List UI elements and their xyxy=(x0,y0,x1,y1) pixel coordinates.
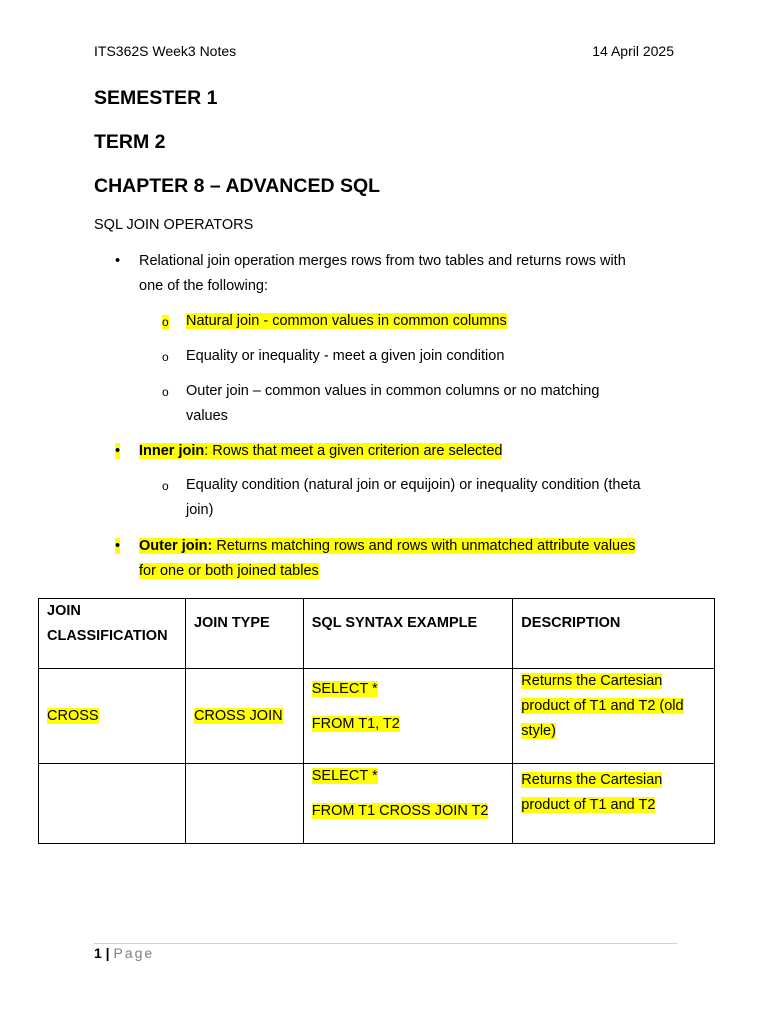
page-word: Page xyxy=(113,945,155,961)
bullet-inner-join xyxy=(139,439,502,464)
bullet-outer-join xyxy=(139,534,635,584)
bullet-relational-line1: Relational join operation merges rows from two tables and returns rows with xyxy=(139,253,626,269)
semester-heading: SEMESTER 1 xyxy=(94,87,218,109)
join-types-table xyxy=(38,598,715,844)
doc-header-date: 14 April 2025 xyxy=(592,43,674,59)
bullet-relational-join xyxy=(139,249,626,299)
bullet-dot: • xyxy=(115,538,121,554)
page-separator: | xyxy=(101,945,114,961)
header-join-type: JOIN TYPE xyxy=(185,599,303,669)
cell-description: Returns the Cartesian product of T1 and T2 xyxy=(513,764,715,844)
bullet-dot: • xyxy=(115,253,121,269)
chapter-heading: CHAPTER 8 – ADVANCED SQL xyxy=(94,175,381,197)
inner-join-definition: : Rows that meet a given criterion are selected xyxy=(204,443,503,459)
page-number: 1 xyxy=(94,945,102,961)
table-row xyxy=(39,764,715,844)
term-heading: TERM 2 xyxy=(94,131,166,153)
bullet-relational-line2: one of the following: xyxy=(139,278,268,294)
header-description: DESCRIPTION xyxy=(513,599,715,669)
page-footer xyxy=(94,945,154,961)
cell-sql-syntax: SELECT * FROM T1 CROSS JOIN T2 xyxy=(303,764,513,844)
sub-bullet-marker: o xyxy=(162,479,169,493)
footer-divider xyxy=(94,943,677,944)
table-header-row xyxy=(39,599,715,669)
cell-classification xyxy=(39,764,186,844)
sub-bullet-marker: o xyxy=(162,385,169,399)
sub-bullet-equality: Equality or inequality - meet a given join condition xyxy=(186,348,505,364)
header-sql-syntax: SQL SYNTAX EXAMPLE xyxy=(303,599,513,669)
cell-description: Returns the Cartesian product of T1 and T2 (old style) xyxy=(513,669,715,764)
bullet-dot: • xyxy=(115,443,121,459)
sub-bullet-natural-join xyxy=(186,309,507,334)
sub-bullet-equality-condition xyxy=(186,473,641,523)
sub-bullet-marker: o xyxy=(162,350,169,364)
cell-sql-syntax: SELECT * FROM T1, T2 xyxy=(303,669,513,764)
outer-join-term: Outer join: xyxy=(139,538,213,554)
section-title: SQL JOIN OPERATORS xyxy=(94,217,254,233)
sub-bullet-marker: o xyxy=(162,315,169,329)
table-row xyxy=(39,669,715,764)
outer-join-definition: Returns matching rows and rows with unmatched attribute values xyxy=(212,538,636,554)
equality-condition-line1: Equality condition (natural join or equijoin) or inequality condition (theta xyxy=(186,477,641,493)
cell-classification: CROSS xyxy=(39,669,186,764)
doc-header-title: ITS362S Week3 Notes xyxy=(94,43,237,59)
inner-join-term: Inner join xyxy=(139,443,205,459)
cell-join-type: CROSS JOIN xyxy=(185,669,303,764)
outer-join-line1: Outer join – common values in common columns or no matching xyxy=(186,383,600,399)
equality-condition-line2: join) xyxy=(186,502,214,518)
outer-join-line2: values xyxy=(186,408,228,424)
natural-join-text: Natural join - common values in common columns xyxy=(186,313,507,329)
cell-join-type xyxy=(185,764,303,844)
sub-bullet-outer-join xyxy=(186,379,599,429)
outer-join-definition-line2: for one or both joined tables xyxy=(139,563,319,579)
header-join-classification: JOIN CLASSIFICATION xyxy=(39,599,186,669)
